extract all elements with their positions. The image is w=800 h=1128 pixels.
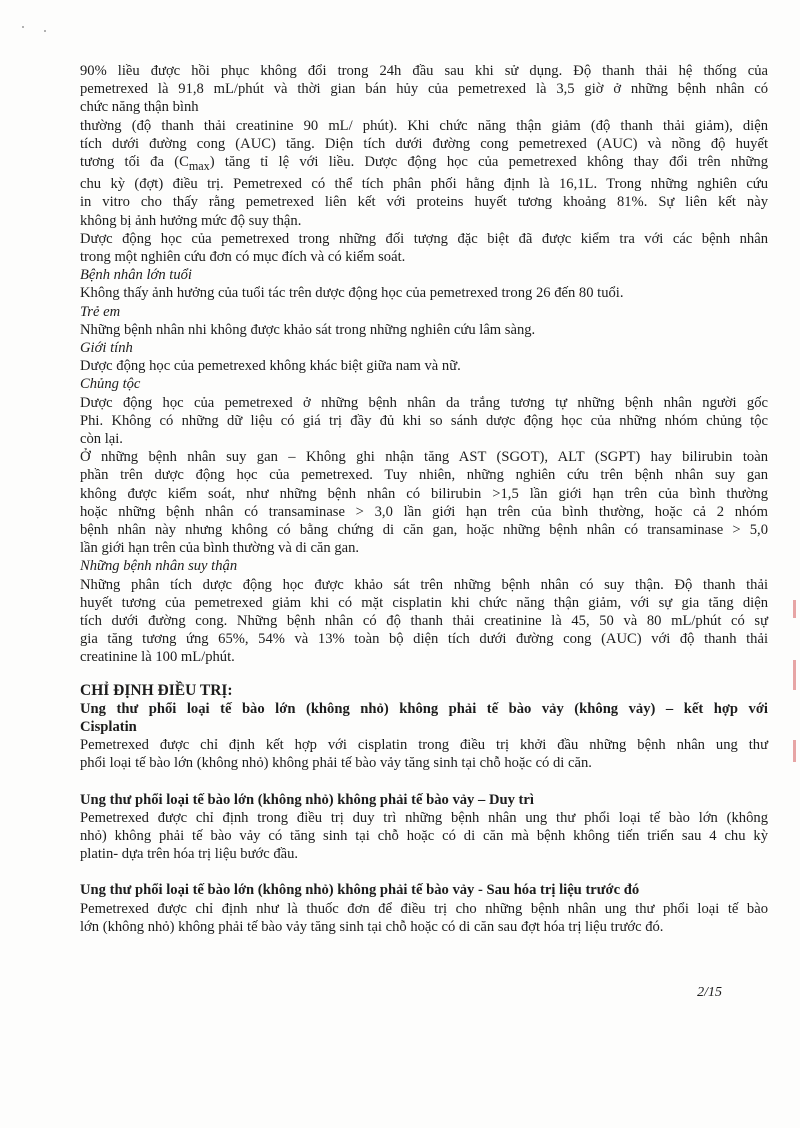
scan-speck	[44, 30, 46, 32]
text-line-with-subscript	[80, 153, 768, 175]
text-line: Dược động học của pemetrexed ở những bệnh nhân da trắng tương tự những bệnh nhân người gốc	[80, 394, 768, 411]
text-line: gia tăng tương ứng 65%, 54% và 13% toàn bộ diện tích dưới đường cong (AUC) với độ thanh thải	[80, 631, 768, 648]
text-line: creatinine là 100 mL/phút.	[80, 649, 235, 666]
scan-edge-mark	[793, 660, 796, 690]
text-line: in vitro cho thấy rằng pemetrexed liên kết với proteins huyết tương khoảng 81%. Sự liên kết này	[80, 194, 768, 211]
subsection-title-renal: Những bệnh nhân suy thận	[80, 558, 238, 575]
subsection-title-children: Trẻ em	[80, 303, 121, 320]
text-line: 90% liều được hồi phục không đổi trong 24h đầu sau khi sử dụng. Độ thanh thải hệ thống của	[80, 63, 768, 79]
text-line: thường (độ thanh thải creatinine 90 mL/ phút). Khi chức năng thận giảm (độ thanh thải giảm), diện	[80, 117, 768, 134]
scan-edge-mark	[793, 740, 796, 762]
text-line: chức năng thận bình	[80, 99, 199, 116]
scan-speck	[22, 26, 24, 28]
indication-title: Ung thư phổi loại tế bào lớn (không nhỏ) không phải tế bào vảy (không vảy) – kết hợp với	[80, 700, 768, 717]
text-line: nhỏ) không phải tế bào vảy có tăng sinh tại chỗ hoặc có di căn mà bệnh không tiến triển sau 4 chu kỳ	[80, 828, 768, 845]
text-line: Những phân tích dược động học được khảo sát trên những bệnh nhân có suy thận. Độ thanh thải	[80, 576, 768, 593]
subscript-max: max	[188, 158, 210, 173]
page-number: 2/15	[697, 985, 722, 1000]
text-line: Pemetrexed được chỉ định trong điều trị duy trì những bệnh nhân ung thư phổi loại tế bào lớn (không	[80, 809, 768, 826]
text-line: Những bệnh nhân nhi không được khảo sát trong những nghiên cứu lâm sàng.	[80, 321, 536, 338]
subsection-title-elderly: Bệnh nhân lớn tuổi	[80, 267, 192, 284]
indication-title: Ung thư phổi loại tế bào lớn (không nhỏ) không phải tế bào vảy - Sau hóa trị liệu trước đó	[80, 882, 640, 899]
text-line: pemetrexed là 91,8 mL/phút và thời gian bán hủy của pemetrexed là 3,5 giờ ở những bệnh nhân có	[80, 81, 768, 98]
text-line: lần giới hạn trên của bình thường và di căn gan.	[80, 540, 360, 557]
text-line: Ở những bệnh nhân suy gan – Không ghi nhận tăng AST (SGOT), ALT (SGPT) hay bilirubin toàn	[80, 449, 768, 466]
text-line: còn lại.	[80, 430, 123, 447]
text-line: platin- dựa trên hóa trị liệu bước đầu.	[80, 846, 299, 863]
text-line: tích dưới đường cong (AUC) tăng. Diện tích dưới đường cong pemetrexed (AUC) và nồng độ huyết	[80, 135, 768, 152]
text-line: huyết tương của pemetrexed giảm khi có mặt cisplatin khi chức năng thận giảm, với sự gia tăng diện	[80, 594, 768, 611]
text-line: phổi loại tế bào lớn (không nhỏ) không phải tế bào vảy tăng sinh tại chỗ hoặc có di căn.	[80, 755, 592, 772]
text-line: Dược động học của pemetrexed không khác biệt giữa nam và nữ.	[80, 358, 461, 375]
text-line: tích dưới đường cong. Những bệnh nhân có độ thanh thải creatinine là 45, 50 và 80 mL/phút có sự	[80, 613, 768, 629]
scan-edge-mark	[793, 600, 796, 618]
text-line: chu kỳ (đợt) điều trị. Pemetrexed có thể tích phân phối hằng định là 16,1L. Trong những nghiên cứu	[80, 176, 768, 193]
text-fragment: tương tối đa (C	[80, 154, 189, 171]
text-line: Pemetrexed được chỉ định như là thuốc đơn để điều trị cho những bệnh nhân ung thư phổi loại tế bào	[80, 900, 768, 917]
text-line: không bị ảnh hưởng mức độ suy thận.	[80, 212, 302, 229]
text-line: Phi. Không có những dữ liệu có giá trị đầy đủ khi so sánh dược động học của những nhóm chủng tộc	[80, 412, 768, 429]
text-line: Dược động học của pemetrexed trong những đối tượng đặc biệt đã được kiểm tra với các bệnh nhân	[80, 230, 768, 247]
indication-title: Cisplatin	[80, 719, 137, 736]
text-line: trong một nghiên cứu đơn có mục đích và có kiểm soát.	[80, 248, 406, 265]
text-fragment: ) tăng tỉ lệ với liều. Dược động học của pemetrexed không thay đổi trên những	[209, 154, 769, 171]
text-line: phần trên dược động học của pemetrexed. Tuy nhiên, những nghiên cứu trên bệnh nhân suy gan	[80, 467, 768, 484]
indication-title: Ung thư phổi loại tế bào lớn (không nhỏ) không phải tế bào vảy – Duy trì	[80, 791, 534, 808]
document-body	[80, 62, 768, 936]
text-line: hoặc những bệnh nhân có transaminase > 3,0 lần giới hạn trên của bình thường, hoặc cả 2 nhóm	[80, 503, 768, 520]
section-heading-indications: CHỈ ĐỊNH ĐIỀU TRỊ:	[80, 681, 233, 699]
text-line: Pemetrexed được chỉ định kết hợp với cisplatin trong điều trị khởi đầu những bệnh nhân ung thư	[80, 737, 768, 754]
text-line: Không thấy ảnh hưởng của tuổi tác trên dược động học của pemetrexed trong 26 đến 80 tuổi.	[80, 285, 624, 302]
subsection-title-sex: Giới tính	[80, 339, 133, 356]
subsection-title-race: Chủng tộc	[80, 376, 141, 393]
text-line: không được kiểm soát, như những bệnh nhân có bilirubin >1,5 lần giới hạn trên của bình thường	[80, 485, 768, 502]
text-line: bệnh nhân này nhưng không có bằng chứng di căn gan, hoặc những bệnh nhân có transaminase > 5,0	[80, 521, 768, 538]
text-line: lớn (không nhỏ) không phải tế bào vảy tăng sinh tại chỗ hoặc có di căn sau đợt hóa trị liệu trước đó.	[80, 918, 664, 935]
